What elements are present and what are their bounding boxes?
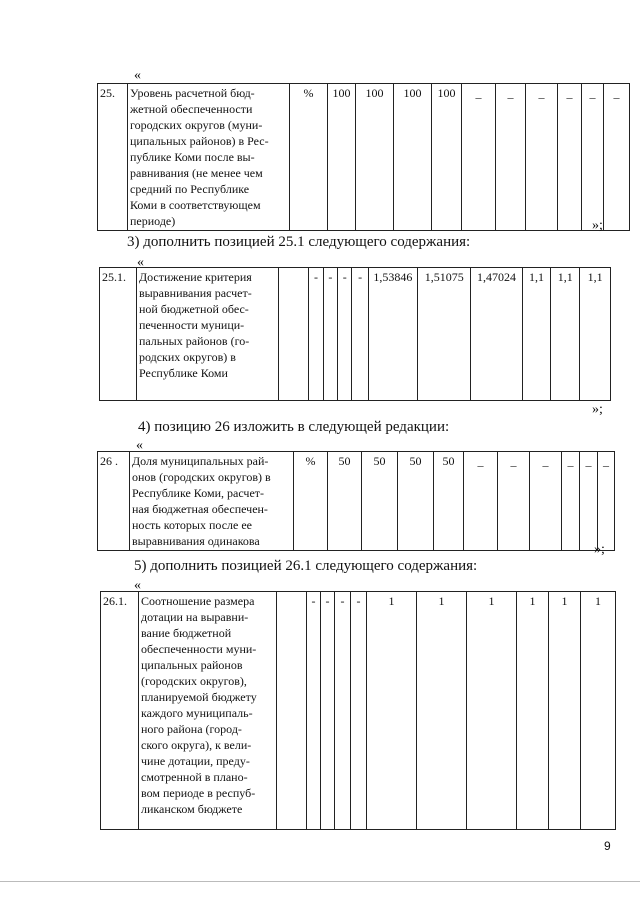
desc-line: Уровень расчетной бюд- [130,86,255,100]
desc-line: ного района (город- [141,722,242,736]
unit-cell [277,592,307,830]
quote-close-3: »; [594,542,605,557]
value-cell: 1,1 [522,268,551,401]
desc-line: каждого муниципаль- [141,706,253,720]
value-cell: _ [498,452,530,551]
value-cell: _ [464,452,498,551]
value-cell: _ [530,452,562,551]
table-row-26 [97,451,615,551]
value-cell: 1 [367,592,417,830]
desc-line: ципальных районов [141,658,243,672]
value-cell: 50 [398,452,434,551]
value-cell: - [338,268,352,401]
value-cell: _ [582,84,604,231]
desc-line: Соотношение размера [141,594,255,608]
value-cell: _ [562,452,580,551]
page-number: 9 [604,839,611,853]
value-cell: 50 [328,452,362,551]
desc-line: ность которых после ее [132,518,252,532]
value-cell: _ [598,452,615,551]
desc-line: вом периоде в респуб- [141,786,256,800]
value-cell: 50 [434,452,464,551]
position-number: 26.1. [101,592,139,830]
desc-line: обеспеченности муни- [141,642,257,656]
value-cell: 1,53846 [368,268,417,401]
heading-5: 5) дополнить позицией 26.1 следующего содержания: [134,558,478,574]
page-bottom-edge [0,881,640,882]
desc-line: ная бюджетная обеспечен- [132,502,268,516]
desc-line: средний по Республике [130,182,250,196]
value-cell: - [309,268,323,401]
quote-open-2: « [137,255,144,270]
value-cell: 1 [581,592,616,830]
value-cell: 1,51075 [418,268,471,401]
value-cell: _ [462,84,496,231]
desc-line: родских округов) в [138,350,236,364]
quote-open-4: « [134,578,141,593]
desc-line: вание бюджетной [141,626,232,640]
desc-line: Достижение критерия [138,270,252,284]
value-cell: - [307,592,321,830]
unit-cell: % [290,84,328,231]
value-cell: 50 [362,452,398,551]
unit-cell: % [294,452,328,551]
table-row-25 [97,83,630,231]
table-row-25-1 [99,267,611,401]
value-cell: 100 [394,84,432,231]
table-row-26-1 [100,591,616,830]
desc-line: планируемой бюджету [141,690,257,704]
desc-line: Республике Коми, расчет- [132,486,265,500]
desc-line: онов (городских округов) в [132,470,271,484]
indicator-description [139,592,277,830]
desc-line: ликанском бюджете [141,802,243,816]
desc-line: Коми в соответствующем [130,198,261,212]
position-number: 25.1. [100,268,137,401]
desc-line: ского округа), к вели- [141,738,252,752]
indicator-description [136,268,278,401]
quote-close-2: »; [592,402,603,417]
desc-line: Республике Коми [138,366,228,380]
value-cell: 100 [328,84,356,231]
desc-line: выравнивания расчет- [138,286,252,300]
desc-line: жетной обеспеченности [130,102,253,116]
desc-line: (городских округов), [141,674,247,688]
value-cell: 1,47024 [471,268,522,401]
value-cell: - [352,268,368,401]
heading-3: 3) дополнить позицией 25.1 следующего содержания: [127,234,471,250]
value-cell: - [321,592,335,830]
value-cell: _ [558,84,582,231]
value-cell: - [335,592,351,830]
desc-line: дотации на выравни- [141,610,249,624]
value-cell: _ [604,84,630,231]
value-cell: _ [580,452,598,551]
desc-line: чине дотации, преду- [141,754,250,768]
desc-line: городских округов (муни- [130,118,263,132]
value-cell: 1 [549,592,581,830]
desc-line: смотренной в плано- [141,770,248,784]
value-cell: 1 [417,592,467,830]
desc-line: Доля муниципальных рай- [132,454,269,468]
desc-line: печенности муници- [138,318,245,332]
value-cell: 100 [356,84,394,231]
desc-line: пальных районов (го- [138,334,250,348]
desc-line: выравнивания одинакова [132,534,260,548]
position-number: 26 . [98,452,130,551]
value-cell: 100 [432,84,462,231]
value-cell: 1 [467,592,517,830]
value-cell: 1 [517,592,549,830]
quote-open-3: « [136,438,143,453]
desc-line: периоде) [130,214,176,228]
value-cell: _ [526,84,558,231]
indicator-description [130,452,294,551]
indicator-description [128,84,290,231]
desc-line: ной бюджетной обес- [138,302,249,316]
desc-line: равнивания (не менее чем [130,166,263,180]
value-cell: 1,1 [580,268,611,401]
quote-open-1: « [134,68,141,83]
unit-cell [278,268,309,401]
heading-4: 4) позицию 26 изложить в следующей редакции: [138,419,450,435]
desc-line: публике Коми после вы- [130,150,255,164]
value-cell: 1,1 [551,268,580,401]
value-cell: _ [496,84,526,231]
quote-close-1: »; [592,218,603,233]
value-cell: - [323,268,337,401]
desc-line: ципальных районов) в Рес- [130,134,269,148]
value-cell: - [351,592,367,830]
position-number: 25. [98,84,128,231]
